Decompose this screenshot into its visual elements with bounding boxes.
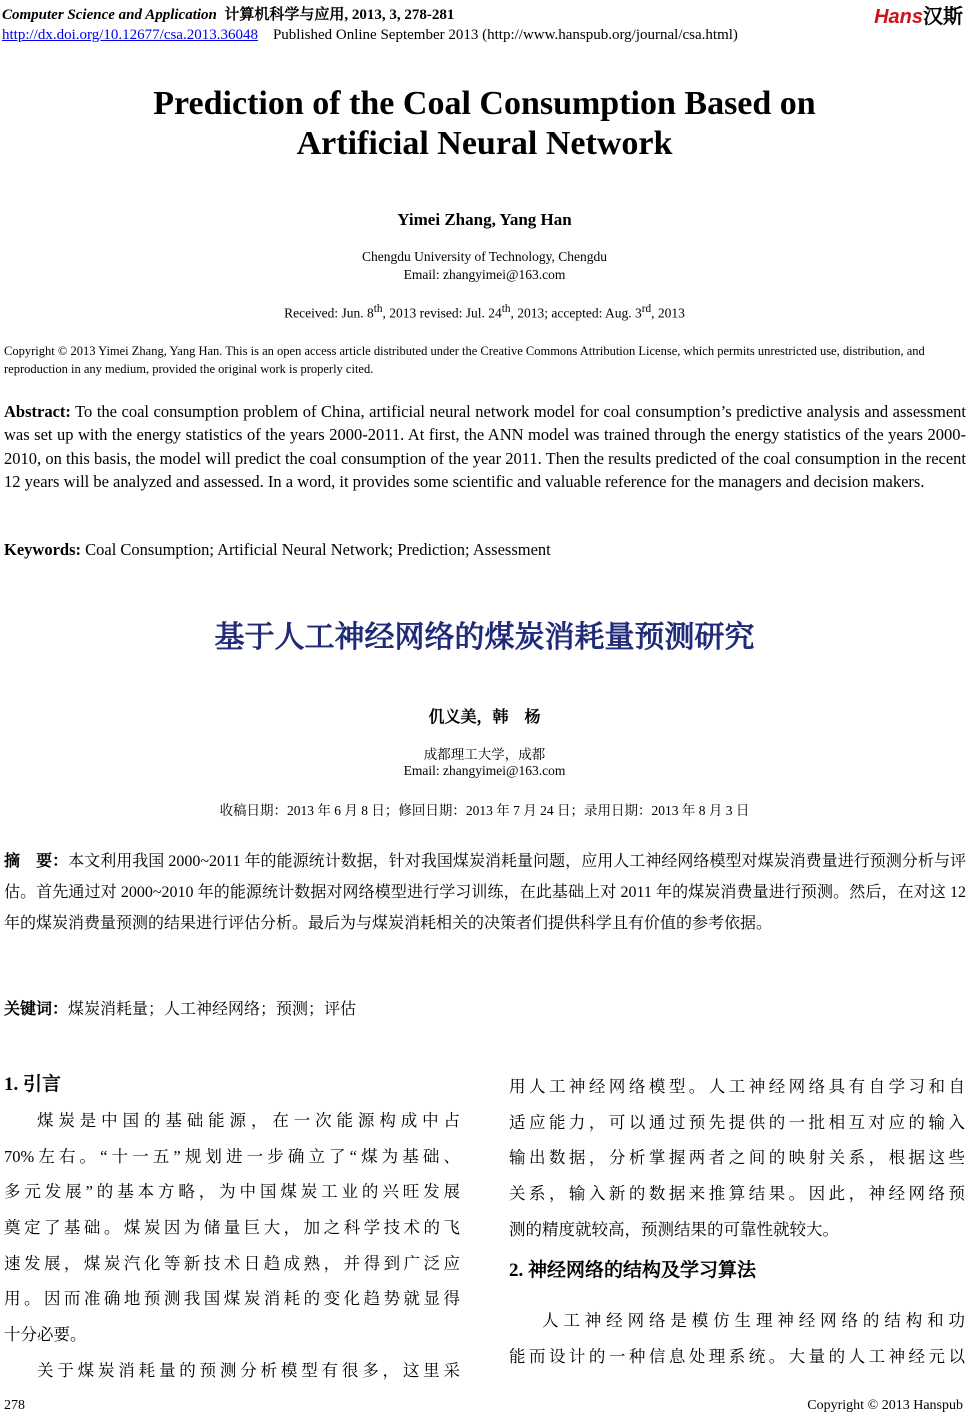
- authors: Yimei Zhang, Yang Han: [397, 210, 572, 229]
- text-line: 测的精度就较高，预测结果的可靠性就较大。: [509, 1219, 839, 1239]
- logo-cn: 汉斯: [923, 6, 963, 28]
- cn-title: 基于人工神经网络的煤炭消耗量预测研究: [214, 620, 755, 655]
- keywords-text: Coal Consumption; Artificial Neural Network; Prediction; Assessment: [81, 540, 551, 559]
- section-heading: 1. 引言: [4, 1074, 62, 1095]
- cn-authors: 仉义美，韩 杨: [428, 707, 541, 726]
- received-dates: [0, 303, 969, 322]
- text-line: 多元发展”的基本方略，为中国煤炭工业的兴旺发展: [4, 1182, 460, 1202]
- cn-email: Email: zhangyimei@163.com: [403, 763, 566, 778]
- footer-copyright: Copyright © 2013 Hanspub: [807, 1398, 963, 1413]
- text-line: 用。因而准确地预测我国煤炭消耗的变化趋势就显得: [4, 1289, 460, 1309]
- keywords-label: Keywords:: [4, 540, 81, 559]
- date-text: , 2013; accepted: Aug. 3: [510, 305, 642, 321]
- cn-abstract-text: 本文利用我国 2000~2011 年的能源统计数据，针对我国煤炭消耗量问题，应用人工神经网络模型对煤炭消费量进行预测分析与评估。首先通过对 2000~2010 年的能源统计数据对网络模型进行学习训练，在此基础上对 2011 年的煤炭消费量进行预测。然后，在对这 12 年的煤炭消费量预测的结果进行评估分析。最后为与煤炭消耗相关的决策者们提供科学且有价值的参考依据。: [4, 853, 966, 932]
- copyright-notice: Copyright © 2013 Yimei Zhang, Yang Han. This is an open access article distributed under the Creative Commons Attribution License, which permits unrestricted use, distribution, and reproduction in any medium, provided the original work is properly cited.: [4, 344, 925, 376]
- page-number: 278: [4, 1398, 25, 1413]
- title-line: Artificial Neural Network: [296, 125, 673, 162]
- text-line: 速发展，煤炭汽化等新技术日趋成熟，并得到广泛应: [4, 1253, 460, 1273]
- title-line: Prediction of the Coal Consumption Based on: [153, 85, 816, 122]
- journal-cn: 计算机科学与应用, 2013, 3, 278-281: [224, 7, 455, 23]
- date-sup: th: [373, 303, 383, 315]
- cn-dates: 收稿日期：2013 年 6 月 8 日；修回日期：2013 年 7 月 24 日；录用日期：2013 年 8 月 3 日: [219, 803, 750, 818]
- right-column: [509, 1069, 965, 1375]
- cn-keywords-label: 关键词：: [4, 1001, 69, 1018]
- text-line: 十分必要。: [4, 1325, 87, 1345]
- paper-title: [0, 84, 969, 164]
- doi-link[interactable]: http://dx.doi.org/10.12677/csa.2013.36048: [2, 27, 258, 43]
- logo-en: Hans: [874, 6, 923, 28]
- abstract: [4, 400, 966, 493]
- published-info: Published Online September 2013 (http://www.hanspub.org/journal/csa.html): [272, 27, 738, 43]
- text-line: 70%左右。“十一五”规划进一步确立了“煤为基础、: [4, 1146, 460, 1166]
- text-line: 能而设计的一种信息处理系统。大量的人工神经元以: [509, 1347, 965, 1367]
- cn-abstract: [4, 846, 966, 939]
- abstract-text: To the coal consumption problem of China, artificial neural network model for coal consumption’s predictive analysis and assessment was set up with the energy statistics of the years 2000-2011. At first, the ANN model was trained through the energy statistics of the years 2000-2010, on this basis, the model will predict the coal consumption of the year 2011. Then the results predicted of the coal consumption in the recent 12 years will be analyzed and assessed. In a word, it provides some scientific and valuable reference for the managers and decision makers.: [4, 402, 966, 491]
- text-line: 输出数据，分析掌握两者之间的映射关系，根据这些: [509, 1148, 965, 1168]
- cn-abstract-label: 摘 要：: [4, 853, 69, 870]
- cn-keywords-text: 煤炭消耗量；人工神经网络；预测；评估: [68, 1001, 357, 1018]
- email: Email: zhangyimei@163.com: [403, 267, 566, 282]
- date-sup: th: [501, 303, 511, 315]
- left-column: [4, 1067, 460, 1389]
- cn-keywords: [4, 996, 356, 1019]
- text-line: 奠定了基础。煤炭因为储量巨大，加之科学技术的飞: [4, 1218, 460, 1238]
- date-text: , 2013 revised: Jul. 24: [382, 305, 502, 321]
- section-heading: 2. 神经网络的结构及学习算法: [509, 1260, 757, 1282]
- text-line: 人工神经网络是模仿生理神经网络的结构和功: [542, 1311, 965, 1331]
- date-text: Received: Jun. 8: [284, 305, 374, 321]
- affiliation: Chengdu University of Technology, Chengdu: [361, 249, 608, 264]
- journal-name: Computer Science and Application: [2, 7, 217, 23]
- cn-affiliation: 成都理工大学，成都: [423, 747, 546, 762]
- doi-line: [2, 27, 738, 44]
- text-line: 关于煤炭消耗量的预测分析模型有很多，这里采: [37, 1360, 460, 1380]
- text-line: 煤炭是中国的基础能源，在一次能源构成中占: [37, 1111, 460, 1130]
- hans-logo: [874, 0, 963, 29]
- text-line: 适应能力，可以通过预先提供的一批相互对应的输入: [509, 1112, 965, 1132]
- abstract-label: Abstract:: [4, 402, 71, 421]
- text-line: 关系，输入新的数据来推算结果。因此，神经网络预: [509, 1184, 965, 1204]
- text-line: 用人工神经网络模型。人工神经网络具有自学习和自: [509, 1077, 965, 1096]
- keywords: [4, 540, 551, 560]
- date-text: , 2013: [651, 305, 685, 321]
- date-sup: rd: [641, 303, 652, 315]
- journal-header: [2, 3, 454, 24]
